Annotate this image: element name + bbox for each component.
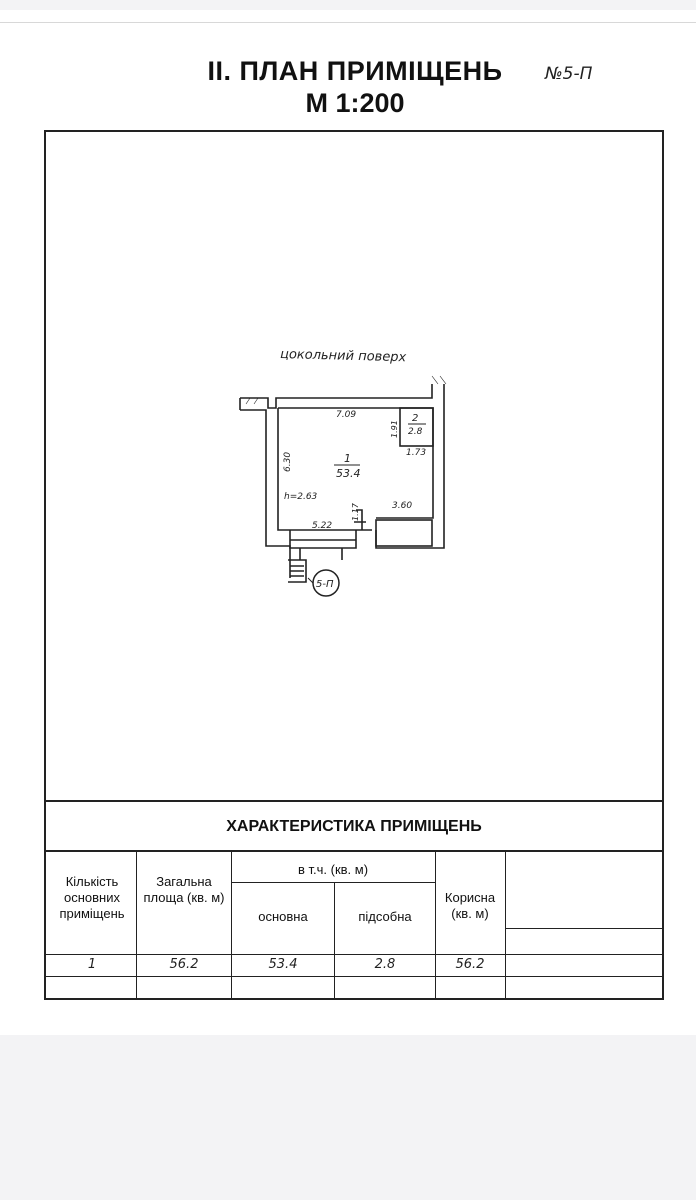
- col-header-total: Загальна площа (кв. м): [143, 874, 225, 905]
- col-header-main: основна: [258, 909, 308, 924]
- sheet-number: №5-П: [545, 64, 593, 84]
- document-title: ІІ. ПЛАН ПРИМІЩЕНЬ: [207, 56, 503, 86]
- table-divider: [505, 928, 664, 929]
- plan-scale: М 1:200: [305, 88, 405, 118]
- entrance-label: 5-П: [316, 579, 334, 590]
- entrance-pointer: [308, 578, 313, 583]
- characteristics-title: ХАРАКТЕРИСТИКА ПРИМІЩЕНЬ: [44, 800, 664, 852]
- dim-top-width: 7.09: [336, 410, 357, 420]
- room2-area: 2.8: [408, 427, 423, 437]
- dim-ceiling-height: h=2.63: [284, 492, 318, 502]
- dim-bottom-width: 5.22: [312, 521, 333, 531]
- room2-number: 2: [412, 413, 419, 424]
- dim-bottom-step: 1.17: [351, 503, 360, 521]
- cell-count: 1: [87, 957, 97, 972]
- dim-room2-width: 1.73: [406, 448, 427, 458]
- floor-label: цокольний поверх: [279, 347, 407, 366]
- col-header-incl: в т.ч. (кв. м): [297, 862, 369, 877]
- table-divider: [334, 882, 335, 998]
- table-divider: [44, 954, 664, 955]
- cell-total: 56.2: [169, 957, 199, 972]
- cell-aux: 2.8: [374, 957, 396, 972]
- room1-area: 53.4: [336, 467, 361, 480]
- dim-left-height: 6.30: [283, 451, 293, 472]
- col-header-useful: Корисна (кв. м): [444, 890, 496, 921]
- col-header-aux: підсобна: [358, 909, 412, 924]
- col-header-count: Кількість основних приміщень: [59, 874, 125, 921]
- table-divider: [44, 976, 664, 977]
- cell-main: 53.4: [268, 957, 298, 972]
- dim-room2-height: 1.91: [390, 420, 399, 438]
- table-divider: [231, 882, 435, 883]
- dim-right-step: 3.60: [392, 501, 413, 511]
- entrance-wall: [290, 530, 356, 560]
- cell-useful: 56.2: [455, 957, 485, 972]
- annex-outline: [376, 520, 432, 546]
- room1-number: 1: [344, 452, 351, 465]
